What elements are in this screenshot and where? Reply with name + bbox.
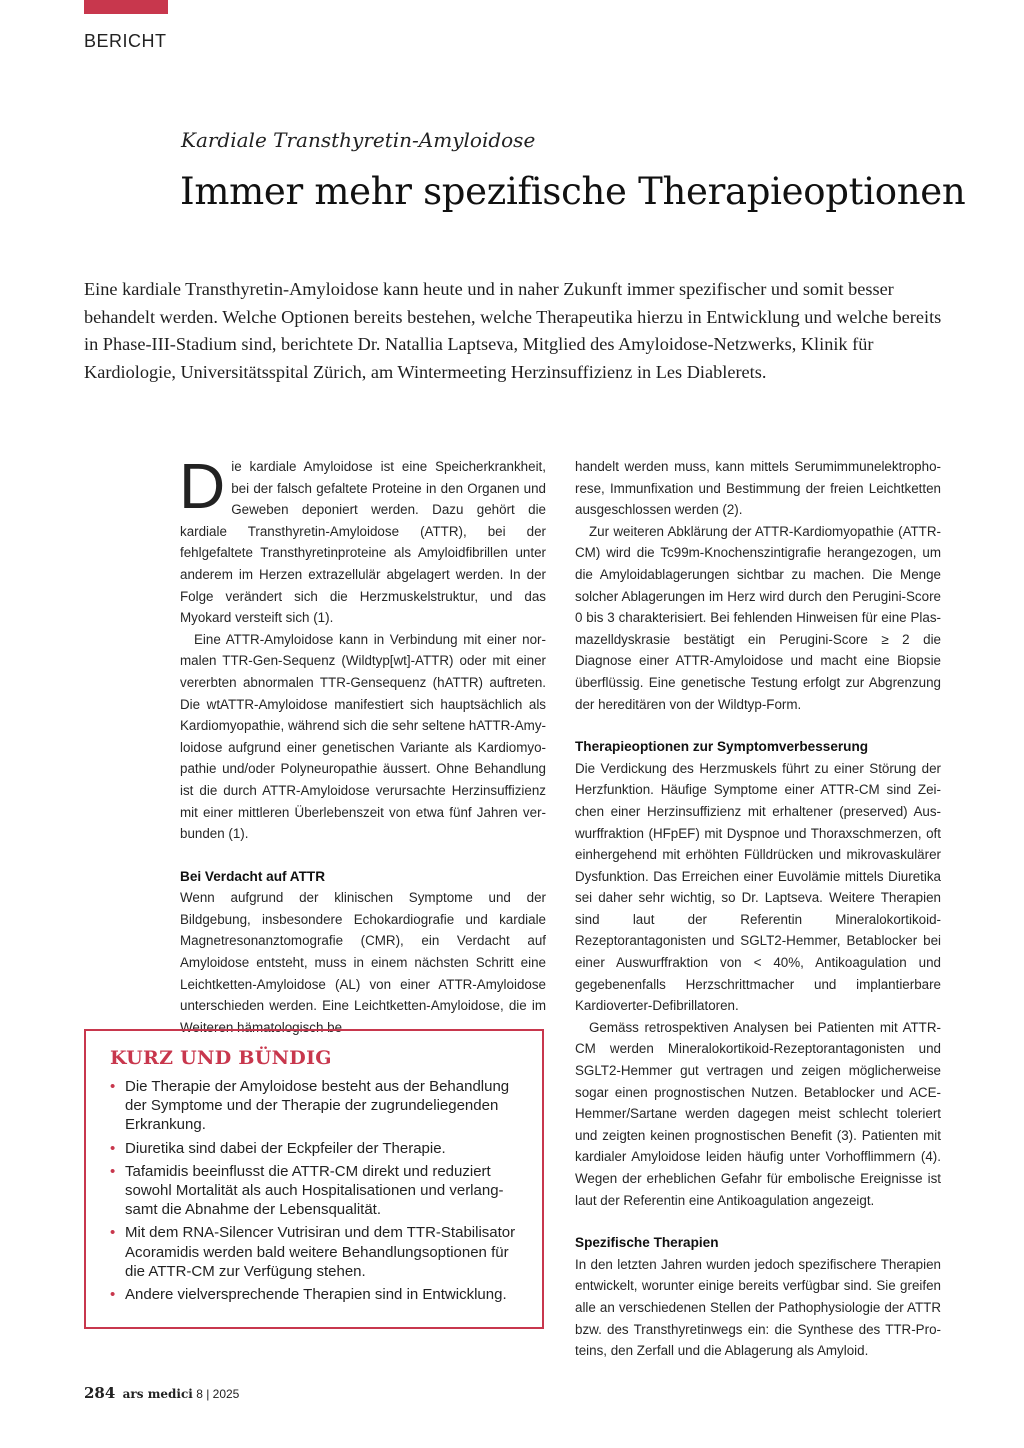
summary-item: • Tafamidis beeinflusst die ATTR-CM direkt und reduziert sowohl Mortalität als auch Hospitalisationen und verlangsamt die Abnahme der Lebensqualität.: [110, 1162, 504, 1219]
drop-cap: D: [179, 450, 226, 522]
summary-box-title: KURZ UND BÜNDIG: [110, 1047, 332, 1069]
bullet-icon: •: [110, 1078, 116, 1095]
body-paragraph: Eine ATTR-Amyloidose kann in Verbindung mit einer normalen TTR-Gen-Sequenz (Wildtyp[wt]-ATTR) oder mit einer vererbten abnormalen TTR-Gensequenz (hATTR) auftreten. Die wtATTR-Amyloidose manifestiert sich hauptsächlich als Kardiomyopathie, während sich die sehr seltene hATTR-Amyloidose aufgrund einer genetischen Variante als Kardiomyopathie und/oder Polyneuropathie äussert. Ohne Behandlung ist die durch ATTR-Amyloidose verursachte Herzinsuffizienz mit einer mittleren Überlebenszeit von etwa fünf Jahren verbunden (1).: [180, 631, 546, 842]
summary-item: • Die Therapie der Amyloidose besteht aus der Behandlung der Symptome und der Therapie der zugrundeliegenden Erkrankung.: [110, 1078, 510, 1134]
page-number: 284: [84, 1384, 116, 1402]
issue-number: 8 | 2025: [196, 1387, 240, 1401]
body-paragraph: Zur weiteren Abklärung der ATTR-Kardiomyopathie (ATTR-CM) wird die Tc99m-Knochenszintigrafie herangezogen, um die Amyloidablagerungen sichtbar zu machen. Die Menge solcher Ablagerungen im Herz wird durch den Perugini-Score 0 bis 3 charakterisiert. Bei fehlenden Hinweisen für eine Plasmazelldyskrasie bestätigt ein Perugini-Score ≥ 2 die Diagnose einer ATTR-Amyloidose und macht eine Biopsie überflüssig. Eine genetische Testung erfolgt zur Abgrenzung der hereditären von der Wildtyp-Form.: [575, 523, 941, 712]
summary-item: • Diuretika sind dabei der Eckpfeiler der Therapie.: [110, 1139, 446, 1157]
article-title: Immer mehr spezifische Therapieoptionen: [180, 170, 966, 213]
intro-paragraph: [179, 450, 546, 629]
summary-item: • Mit dem RNA-Silencer Vutrisiran und dem TTR-Stabilisator Acoramidis werden bald weitere Behandlungsoptionen für die ATTR-CM zur Verfügung stehen.: [110, 1224, 516, 1280]
bullet-icon: •: [110, 1286, 116, 1304]
journal-name: ars medici: [122, 1387, 193, 1401]
body-paragraph: Die Verdickung des Herzmuskels führt zu einer Störung der Herzfunktion. Häufige Symptome einer ATTR-CM sind Zeichen einer Herzinsuffizienz mit erhaltener (preserved) Auswurffraktion (HFpEF) mit Dyspnoe und Thoraxschmerzen, oft einhergehend mit erhöhten Fülldrücken und mikrovaskulärer Dysfunktion. Das Erreichen einer Euvolämie mittels Diuretika sei daher sehr wichtig, so Dr. Laptseva. Weitere Therapien sind laut der Referentin Mineralokortikoid-Rezeptorantagonisten und SGLT2-Hemmer, Betablocker bei einer Auswurffraktion von < 40%, Antikoagulation und gegebenenfalls Herzschrittmacher und implantierbare Kardioverter-Defibrillatoren.: [575, 760, 941, 1014]
summary-item: • Andere vielversprechende Therapien sind in Entwicklung.: [110, 1286, 507, 1304]
summary-list: [110, 1077, 518, 1304]
subheading-symptomverbesserung: Therapieoptionen zur Symptomverbesserung: [575, 739, 869, 755]
section-accent-bar: [84, 0, 168, 14]
section-label: BERICHT: [84, 31, 167, 51]
body-paragraph: handelt werden muss, kann mittels Serumimmunelektrophorese, Immunfixation und Bestimmung der freien Leichtketten ausgeschlossen werden (2).: [575, 459, 941, 518]
subheading-verdacht: Bei Verdacht auf ATTR: [180, 868, 326, 884]
article-lead: Eine kardiale Transthyretin-Amyloidose kann heute und in naher Zukunft immer spezifischer und somit besser behandelt werden. Welche Optionen bereits bestehen, welche Therapeutika hierzu in Entwicklung und welche bereits in Phase-III-Stadium sind, berichtete Dr. Natallia Laptseva, Mitglied des Amyloidose-Netzwerks, Klinik für Kardiologie, Universitätsspital Zürich, am Wintermeeting Herzinsuffizienz in Les Diablerets.: [84, 279, 942, 382]
bullet-icon: •: [110, 1162, 116, 1180]
page-footer: [84, 1384, 239, 1402]
body-paragraph: Wenn aufgrund der klinischen Symptome und der Bildgebung, insbesondere Echokardiografie und kardiale Magnetresonanztomografie (CMR), ein Verdacht auf Amyloidose entsteht, muss in einem nächsten Schritt eine Leichtketten-Amyloidose (AL) von einer ATTR-Amyloidose unterschieden werden. Eine Leichtketten-Amyloidose, die im Weiteren hämatologisch be: [180, 890, 546, 1035]
intro-text: ie kardiale Amyloidose ist eine Speicherkrankheit, bei der falsch gefaltete Proteine in den Organen und Geweben deponiert werden. Dazu gehört die kardiale Transthyretin-Amyloidose (ATTR), bei der fehlgefaltete Transthyretinproteine als Amyloidfibrillen unter anderem im Herzen extrazellulär abgelagert werden. In der Folge verändert sich die Herzmuskelstruktur, und das Myokard versteift sich (1).: [180, 459, 546, 626]
summary-box: [84, 1029, 544, 1329]
right-column: [575, 456, 941, 1362]
subheading-spezifische-therapien: Spezifische Therapien: [575, 1235, 719, 1251]
article-kicker: Kardiale Transthyretin-Amyloidose: [181, 128, 536, 152]
body-paragraph: Gemäss retrospektiven Analysen bei Patienten mit ATTR-CM werden Mineralokortikoid-Rezeptorantagonisten und SGLT2-Hemmer gut vertragen und zeigen möglicherweise sogar einen prognostischen Nutzen. Betablocker und ACE-Hemmer/Sartane werden dagegen meist schlecht toleriert und zeigten keinen prognostischen Benefit (3). Patienten mit kardialer Amyloidose leiden häufig unter Vorhofflimmern (4). Wegen der erheblichen Gefahr für embolische Ereignisse ist laut der Referentin eine Antikoagulation angezeigt.: [575, 1019, 941, 1208]
bullet-icon: •: [110, 1224, 116, 1242]
left-column: [179, 450, 546, 1038]
bullet-icon: •: [110, 1139, 116, 1157]
body-paragraph: In den letzten Jahren wurden jedoch spezifischere Therapien entwickelt, worunter einige bereits verfügbar sind. Sie greifen alle an verschiedenen Stellen der Pathophysiologie der ATTR bzw. des Transthyretinwegs ein: die Synthese des TTR-Proteins, den Zerfall und die Ablagerung als Amyloid.: [575, 1256, 941, 1359]
